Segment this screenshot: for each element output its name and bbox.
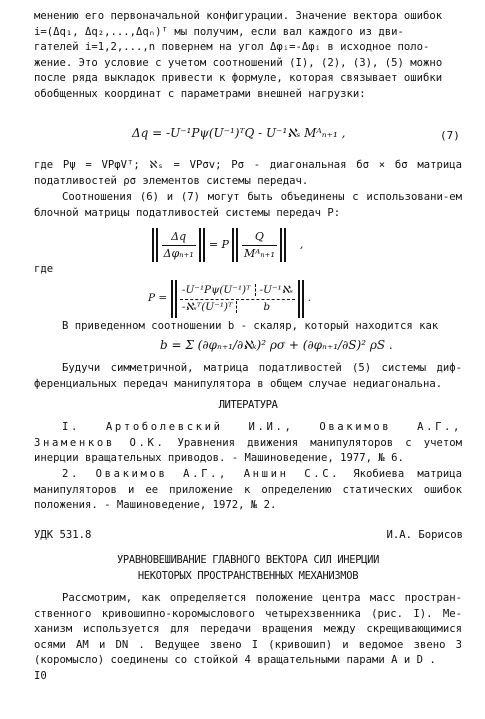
lhs-bottom: Δφₙ₊₁	[163, 246, 194, 260]
rhs-bottom: Mᴬₙ₊₁	[243, 246, 275, 260]
scalar-text: В приведенном соотношении b - скаляр, который находится как	[62, 320, 439, 332]
p-row-2	[180, 300, 295, 316]
p-a22: b	[263, 300, 271, 313]
reference-1	[34, 420, 462, 467]
reference-2	[34, 467, 462, 514]
symmetric-paragraph	[34, 361, 462, 392]
where-text: где Pψ = VPφVᵀ; ℵₛ = VPσv; Pσ - диагональная бσ × бσ матрица податливостей ρσ элементов системы передач.	[34, 159, 462, 187]
author-name: И.А. Борисов	[386, 529, 463, 541]
udk-code: УДК 531.8	[34, 529, 92, 541]
where-paragraph	[34, 158, 462, 189]
matrix-bar	[175, 280, 177, 318]
p-matrix-body	[180, 283, 295, 315]
intro-paragraph	[34, 9, 462, 103]
article-title-line-2: НЕКОТОРЫХ ПРОСТРАНСТВЕННЫХ МЕХАНИЗМОВ	[137, 570, 359, 582]
equals-P: = P	[208, 238, 229, 251]
page-number: I0	[34, 670, 47, 682]
lhs-vector	[162, 229, 196, 261]
p-a11: -U⁻¹Pψ(U⁻¹)ᵀ	[181, 283, 251, 296]
literature-heading: ЛИТЕРАТУРА	[218, 399, 278, 411]
p-a12: -U⁻¹ℵₛ	[259, 283, 294, 296]
reference-2-authors: 2. Овакимов А.Г., Аншин С.С.	[62, 468, 341, 480]
comma: ,	[299, 238, 304, 251]
rhs-top: Q	[242, 229, 277, 246]
equation-7: Δq = -U⁻¹Pψ(U⁻¹)ᵀQ - U⁻¹ℵₛ Mᴬₙ₊₁ ,	[132, 126, 346, 140]
text-line: менению его первоначальной конфигурации. Значение вектора ошибок	[34, 10, 443, 22]
scalar-paragraph	[34, 319, 462, 335]
text-line: обобщенных координат с параметрами внешней нагрузки:	[34, 87, 366, 100]
matrix-bar	[302, 280, 304, 318]
period: .	[307, 292, 312, 305]
equation-b: b = Σ (∂φₙ₊₁/∂ℵₖ)² ρσ + (∂φₙ₊₁/∂S)² ρS .	[160, 338, 393, 352]
reference-1-text: Уравнения движения манипуляторов с учетом инерции вращательных приводов. - Машиноведение, 1977, № 6.	[34, 436, 462, 465]
text-line: гателей i=1,2,...,n повернем на угол Δφᵢ=-Δφᵢ в исходное поло-	[34, 41, 430, 54]
norm-bar	[152, 228, 154, 262]
text-line: i=(Δq₁, Δq₂,...,Δqₙ)ᵀ мы получим, если вал каждого из дви-	[34, 25, 404, 38]
norm-bar	[156, 228, 158, 262]
norm-bar	[203, 228, 205, 262]
article-body	[34, 591, 462, 669]
lhs-top: Δq	[162, 229, 196, 246]
symmetric-text: Будучи симметричной, матрица податливостей (5) системы диф-ференциальных передач манипулятора в общем случае недиагональна.	[34, 362, 462, 390]
combined-paragraph	[34, 190, 462, 221]
norm-bar	[280, 228, 282, 262]
norm-bar	[199, 228, 201, 262]
p-lhs: P =	[148, 292, 168, 305]
p-row-1	[180, 283, 295, 300]
equation-number: (7)	[440, 129, 460, 142]
reference-1-authors: I. Артоболевский И.И., Овакимов А.Г., Знаменков О.К.	[34, 421, 462, 449]
article-title-line-1: УРАВНОВЕШИВАНИЕ ГЛАВНОГО ВЕКТОРА СИЛ ИНЕРЦИИ	[116, 554, 380, 566]
p-a21: -ℵₛᵀ(U⁻¹)ᵀ	[181, 300, 233, 313]
where-label: где	[34, 263, 54, 275]
reference-2-text: Якобиева матрица манипуляторов и ее приложение к определению статических ошибок положения. - Машиноведение, 1972, № 2.	[34, 468, 462, 512]
p-matrix-equation	[148, 280, 311, 318]
matrix-bar	[298, 280, 300, 318]
norm-bar	[236, 228, 238, 262]
matrix-bar	[171, 280, 173, 318]
norm-bar	[284, 228, 286, 262]
text-line: жение. Это условие с учетом соотношений (I), (2), (3), (5) можно	[34, 56, 443, 69]
rhs-vector	[242, 229, 277, 261]
block-matrix-equation	[152, 228, 303, 262]
norm-bar	[232, 228, 234, 262]
combined-text: Соотношения (6) и (7) могут быть объединены с использовани-ем блочной матрицы податливостей системы передач P:	[34, 191, 462, 219]
article-text: Рассмотрим, как определяется положение центра масс простран-ственного кривошипно-коромыслового четырехзвенника (рис. I). Ме-ханизм используется для передачи вращения между скрещивающимися осями AM и DN . Ведущее звено I (кривошип) и ведомое звено 3 (коромысло) соединены со стойкой 4 вращательными парами A и D .	[34, 592, 462, 667]
text-line: после ряда выкладок привести к формуле, которая связывает ошибки	[34, 72, 443, 85]
